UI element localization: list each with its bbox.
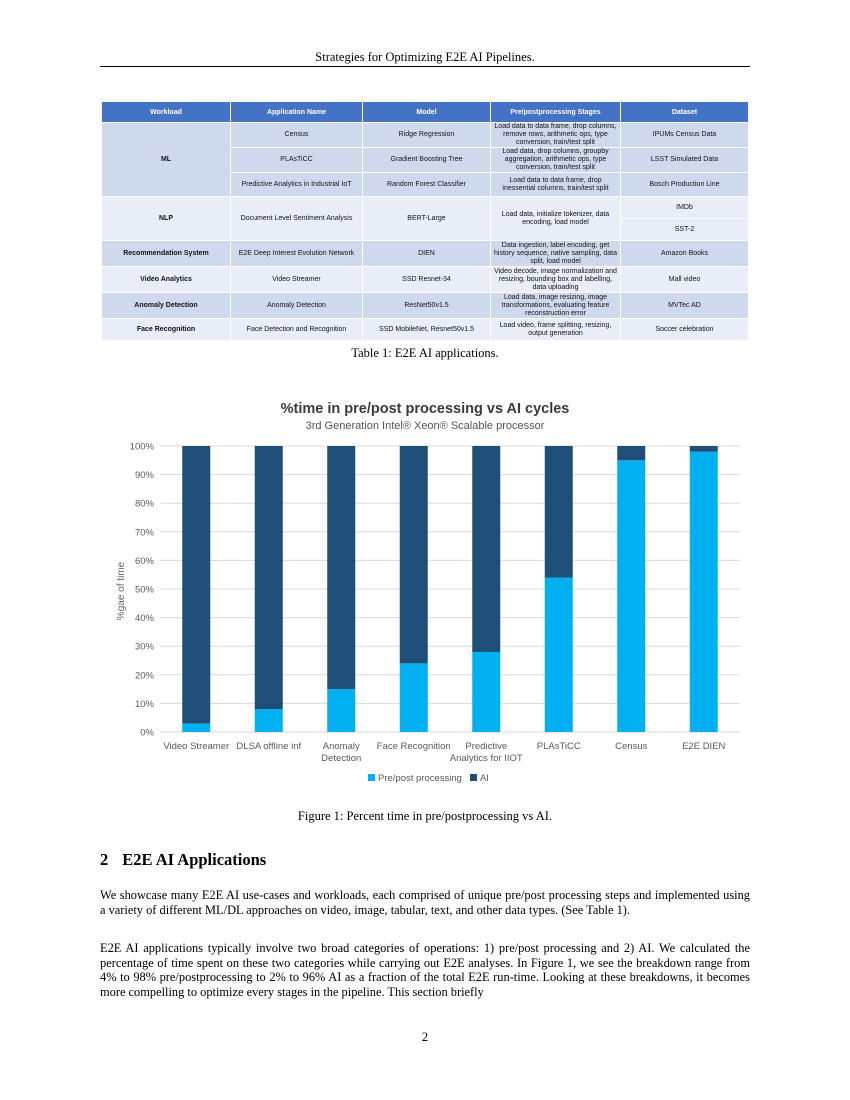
table-caption: Table 1: E2E AI applications. bbox=[351, 346, 499, 360]
chart-svg bbox=[100, 390, 750, 800]
applications-table-container bbox=[101, 101, 748, 341]
bar-segment bbox=[182, 446, 210, 723]
x-tick-label: Analytics for IIOT bbox=[449, 753, 523, 764]
model-cell: ResNet50v1.5 bbox=[363, 293, 491, 319]
y-tick-label: 70% bbox=[134, 527, 154, 539]
column-header: Application Name bbox=[231, 102, 363, 123]
x-tick-label: PLAsTiCC bbox=[536, 741, 581, 752]
stages-cell: Load data to data frame, drop inessential columns, train/test split bbox=[491, 173, 621, 197]
bar-segment bbox=[690, 446, 718, 452]
bar-segment bbox=[545, 446, 573, 578]
y-tick-label: 80% bbox=[134, 498, 154, 510]
page-number: 2 bbox=[421, 1030, 429, 1044]
model-cell: SSD MobileNet, Resnet50v1.5 bbox=[363, 319, 491, 341]
chart-subtitle: 3rd Generation Intel® Xeon® Scalable processor bbox=[305, 420, 545, 432]
workload-cell: ML bbox=[102, 123, 231, 197]
column-header: Dataset bbox=[621, 102, 749, 123]
x-tick-label: Anomaly bbox=[322, 741, 360, 752]
x-tick-label: DLSA offline inf bbox=[236, 741, 302, 752]
dataset-cell: SST-2 bbox=[621, 219, 749, 241]
column-header: Workload bbox=[102, 102, 231, 123]
dataset-cell: Soccer celebration bbox=[621, 319, 749, 341]
y-tick-label: 60% bbox=[134, 555, 154, 567]
figure-caption: Figure 1: Percent time in pre/postprocessing vs AI. bbox=[297, 809, 553, 823]
app-cell: Census bbox=[231, 123, 363, 148]
bar-segment bbox=[400, 446, 428, 663]
x-tick-label: Face Recognition bbox=[376, 741, 451, 752]
y-axis-label: %gae of time bbox=[116, 561, 127, 621]
model-cell: BERT-Large bbox=[363, 197, 491, 241]
y-tick-label: 50% bbox=[134, 584, 154, 596]
dataset-cell: IPUMs Census Data bbox=[621, 123, 749, 148]
y-tick-label: 40% bbox=[134, 613, 154, 625]
bar-segment bbox=[255, 709, 283, 732]
bar-segment bbox=[617, 446, 645, 460]
bar-segment bbox=[472, 652, 500, 732]
section-number: 2 bbox=[100, 850, 109, 869]
x-tick-label: Video Streamer bbox=[163, 741, 230, 752]
table-row bbox=[102, 241, 749, 267]
running-header: Strategies for Optimizing E2E AI Pipelines. bbox=[315, 50, 535, 64]
table-row bbox=[102, 293, 749, 319]
workload-cell: NLP bbox=[102, 197, 231, 241]
bar-segment bbox=[545, 578, 573, 732]
bar-segment bbox=[400, 663, 428, 732]
app-cell: Predictive Analytics in Industrial IoT bbox=[231, 173, 363, 197]
dataset-cell: MVTec AD bbox=[621, 293, 749, 319]
stages-cell: Load video, frame splitting, resizing, output generation bbox=[491, 319, 621, 341]
bar-segment bbox=[690, 452, 718, 732]
bar-segment bbox=[327, 689, 355, 732]
workload-cell: Video Analytics bbox=[102, 267, 231, 293]
bar-segment bbox=[182, 723, 210, 732]
legend-swatch bbox=[368, 774, 375, 781]
model-cell: Random Forest Classifier bbox=[363, 173, 491, 197]
app-cell: PLAsTiCC bbox=[231, 148, 363, 173]
x-tick-label: E2E DIEN bbox=[682, 741, 726, 752]
body-paragraph: E2E AI applications typically involve two broad categories of operations: 1) pre/post processing and 2) AI. We calculated the percentage of time spent on these two categories while carrying out E2E analyses. In Figure 1, we see the breakdown range from 4% to 98% pre/postprocessing to 2% to 96% AI as a fraction of the total E2E run-time. Looking at these breakdowns, it becomes more compelling to optimize every stages in the pipeline. This section briefly bbox=[100, 941, 750, 999]
model-cell: Ridge Regression bbox=[363, 123, 491, 148]
table-row bbox=[102, 267, 749, 293]
y-tick-label: 100% bbox=[129, 441, 154, 453]
workload-cell: Anomaly Detection bbox=[102, 293, 231, 319]
x-tick-labels bbox=[163, 741, 725, 764]
table-header-row bbox=[102, 102, 749, 123]
y-tick-label: 90% bbox=[134, 470, 154, 482]
y-tick-labels bbox=[130, 442, 155, 739]
app-cell: Face Detection and Recognition bbox=[231, 319, 363, 341]
column-header: Model bbox=[363, 102, 491, 123]
stages-cell: Load data to data frame, drop columns, remove rows, arithmetic ops, type conversion, train/test split bbox=[491, 123, 621, 148]
applications-table bbox=[101, 101, 749, 341]
y-tick-label: 20% bbox=[134, 670, 154, 682]
legend-label: Pre/post processing bbox=[378, 773, 462, 784]
body-paragraph: We showcase many E2E AI use-cases and workloads, each comprised of unique pre/post processing steps and implemented using a variety of different ML/DL approaches on video, image, tabular, text, and other data types. (See Table 1). bbox=[100, 888, 750, 917]
stages-cell: Data ingestion, label encoding, get history sequence, native sampling, data split, load model bbox=[491, 241, 621, 267]
column-header: Pre/postprocessing Stages bbox=[491, 102, 621, 123]
model-cell: DIEN bbox=[363, 241, 491, 267]
app-cell: E2E Deep Interest Evolution Network bbox=[231, 241, 363, 267]
chart-title: %time in pre/post processing vs AI cycles bbox=[280, 401, 570, 417]
model-cell: Gradient Boosting Tree bbox=[363, 148, 491, 173]
bar-segment bbox=[255, 446, 283, 709]
section-title: E2E AI Applications bbox=[122, 850, 267, 869]
x-tick-label: Census bbox=[615, 741, 648, 752]
bar-segment bbox=[617, 460, 645, 732]
gridlines bbox=[160, 446, 740, 732]
dataset-cell: Mall video bbox=[621, 267, 749, 293]
table-row bbox=[102, 123, 749, 148]
y-tick-label: 30% bbox=[134, 641, 154, 653]
dataset-cell: LSST Simulated Data bbox=[621, 148, 749, 173]
table-row bbox=[102, 197, 749, 219]
model-cell: SSD Resnet-34 bbox=[363, 267, 491, 293]
stacked-bar-chart bbox=[100, 390, 750, 800]
stages-cell: Video decode, image normalization and resizing, bounding box and labelling, data uploading bbox=[491, 267, 621, 293]
dataset-cell: IMDb bbox=[621, 197, 749, 219]
stages-cell: Load data, drop columns, groupby aggregation, arithmetic ops, type conversion, train/test split bbox=[491, 148, 621, 173]
y-tick-label: 0% bbox=[140, 727, 154, 739]
workload-cell: Face Recognition bbox=[102, 319, 231, 341]
table-row bbox=[102, 319, 749, 341]
dataset-cell: Amazon Books bbox=[621, 241, 749, 267]
workload-cell: Recommendation System bbox=[102, 241, 231, 267]
header-rule bbox=[100, 66, 750, 67]
app-cell: Document Level Sentiment Analysis bbox=[231, 197, 363, 241]
app-cell: Anomaly Detection bbox=[231, 293, 363, 319]
bar-segment bbox=[327, 446, 355, 689]
stages-cell: Load data, image resizing, image transformations, evaluating feature reconstruction error bbox=[491, 293, 621, 319]
bar-segment bbox=[472, 446, 500, 652]
dataset-cell: Bosch Production Line bbox=[621, 173, 749, 197]
section-heading bbox=[100, 850, 266, 870]
legend-swatch bbox=[470, 774, 477, 781]
y-tick-label: 10% bbox=[134, 698, 154, 710]
legend-label: AI bbox=[479, 773, 489, 784]
chart-legend bbox=[368, 773, 489, 784]
x-tick-label: Predictive bbox=[465, 741, 508, 752]
x-tick-label: Detection bbox=[321, 753, 362, 764]
app-cell: Video Streamer bbox=[231, 267, 363, 293]
stages-cell: Load data, initialize tokenizer, data encoding, load model bbox=[491, 197, 621, 241]
